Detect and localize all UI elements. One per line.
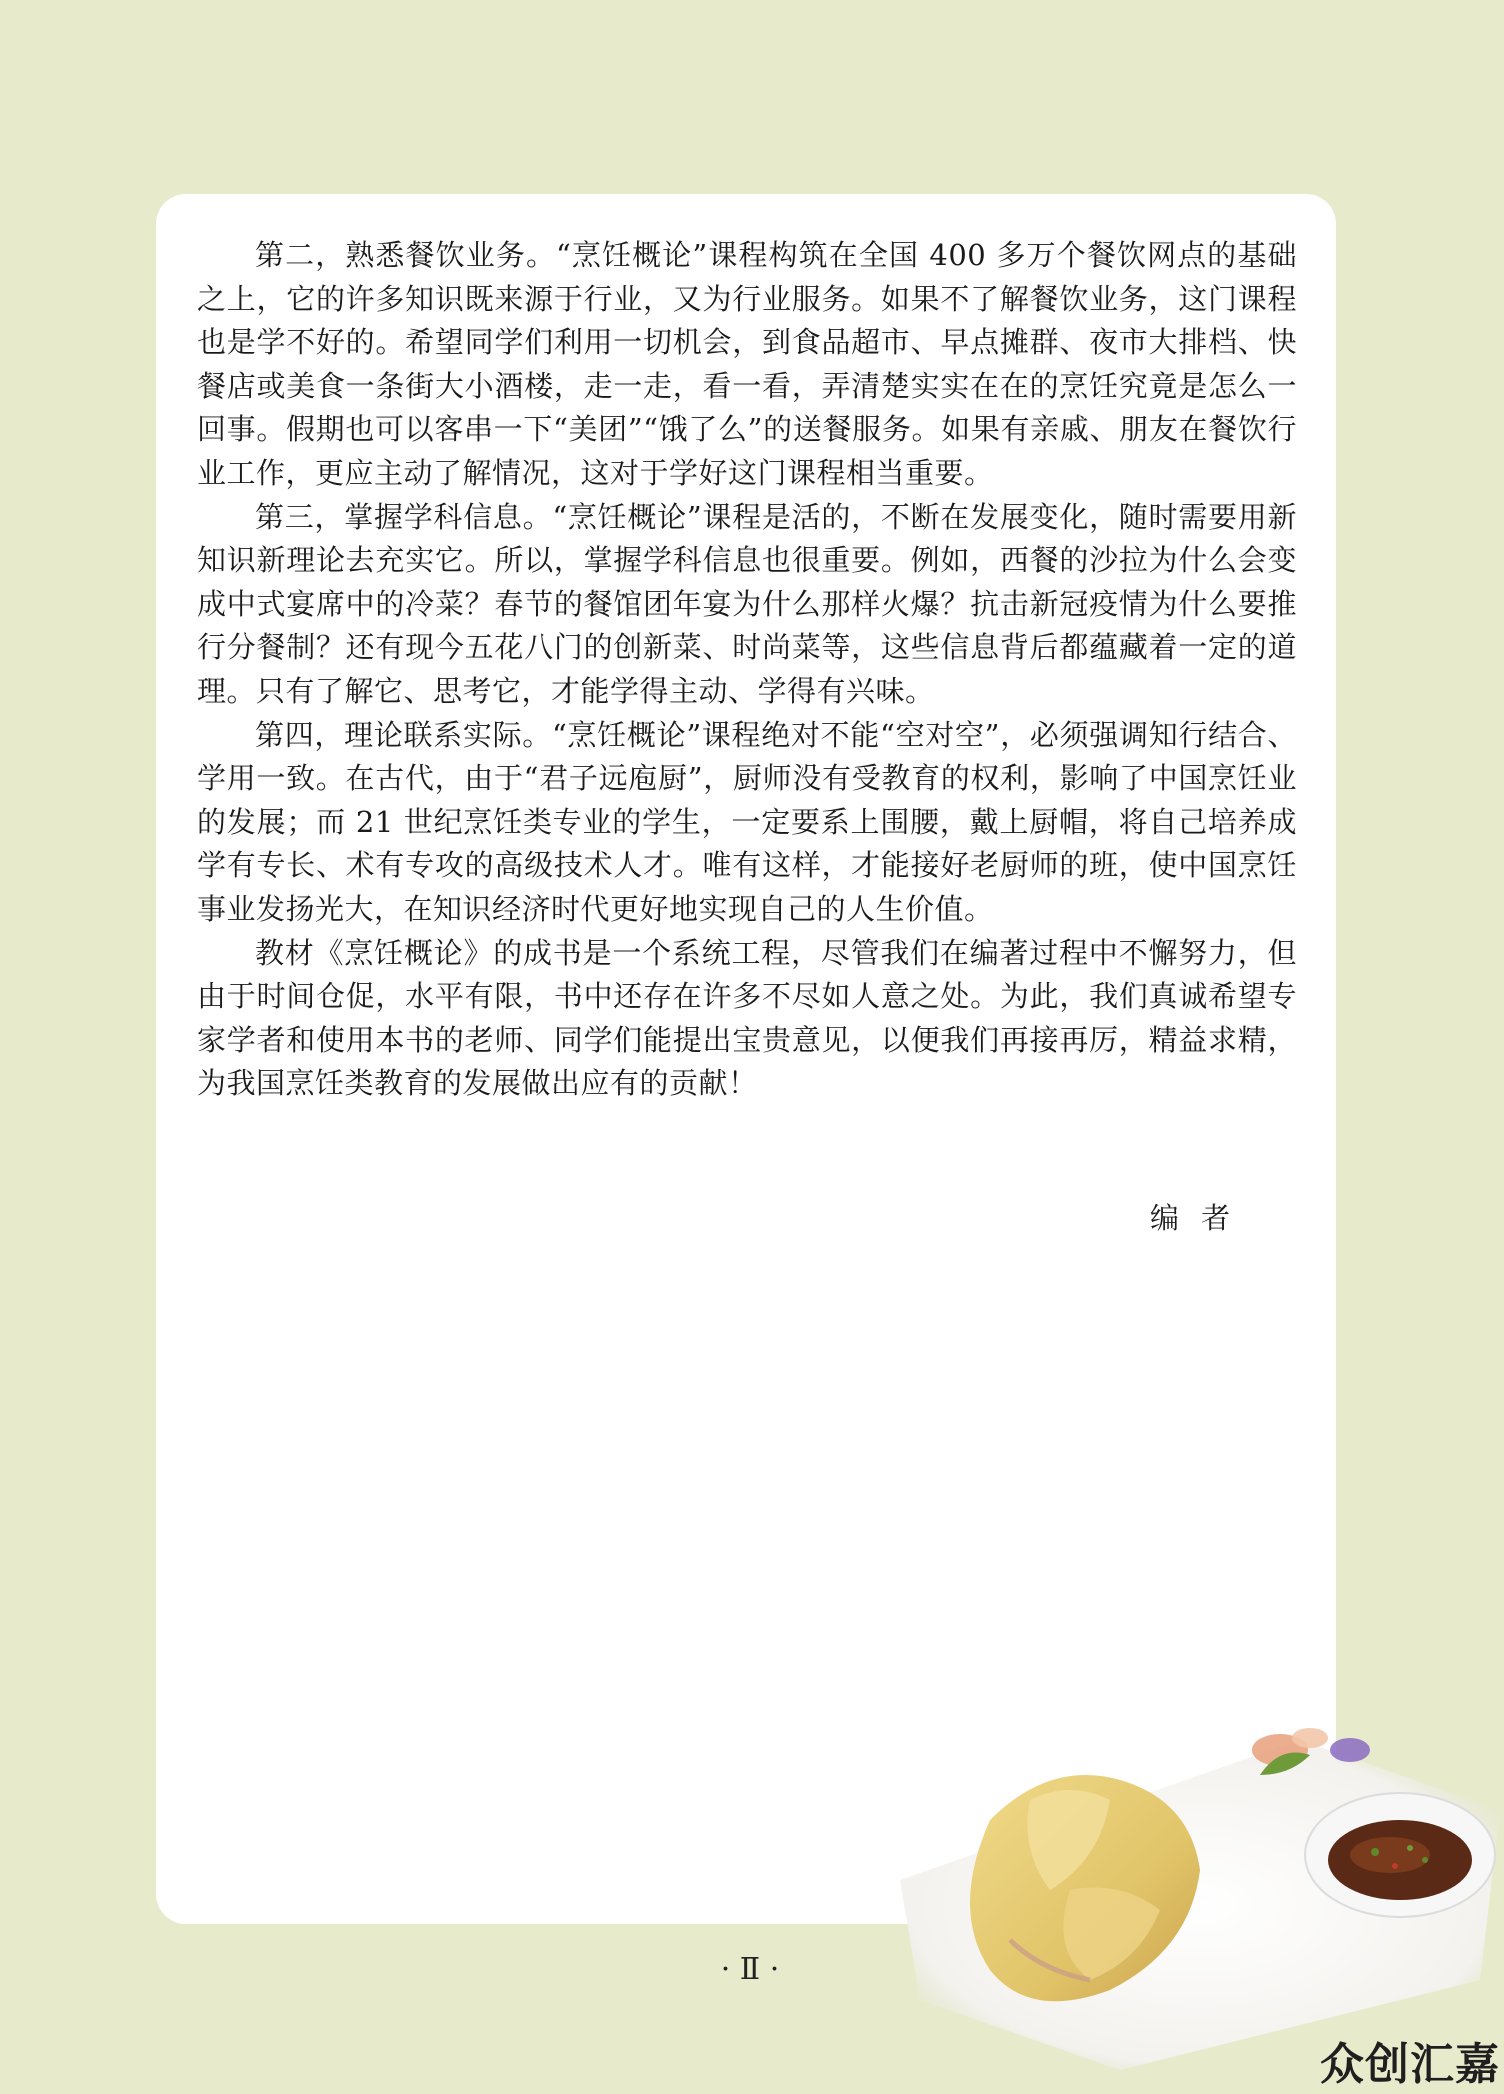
boiled-chicken-dish-photo [880,1680,1504,2070]
paragraph-2: 第三，掌握学科信息。“烹饪概论”课程是活的，不断在发展变化，随时需要用新知识新理论去充实它。所以，掌握学科信息也很重要。例如，西餐的沙拉为什么会变成中式宴席中的冷菜？春节的餐馆团年宴为什么那样火爆？抗击新冠疫情为什么要推行分餐制？还有现今五花八门的创新菜、时尚菜等，这些信息背后都蕴藏着一定的道理。只有了解它、思考它，才能学得主动、学得有兴味。 [197,499,1297,708]
author-signature: 编者 [1150,1201,1253,1235]
page-number: · Ⅱ · [720,1952,780,1987]
paragraph-3: 第四，理论联系实际。“烹饪概论”课程绝对不能“空对空”，必须强调知行结合、学用一致。在古代，由于“君子远庖厨”，厨师没有受教育的权利，影响了中国烹饪业的发展；而 21 世纪烹饪类专业的学生，一定要系上围腰，戴上厨帽，将自己培养成学有专长、术有专攻的高级技术人才。唯有这样，才能接好老厨师的班，使中国烹饪事业发扬光大，在知识经济时代更好地实现自己的人生价值。 [197,717,1297,926]
watermark-logo: 众创汇嘉 [1320,2039,1500,2090]
paragraph-4: 教材《烹饪概论》的成书是一个系统工程，尽管我们在编著过程中不懈努力，但由于时间仓促，水平有限，书中还存在许多不尽如人意之处。为此，我们真诚希望专家学者和使用本书的老师、同学们能提出宝贵意见，以便我们再接再厉，精益求精，为我国烹饪类教育的发展做出应有的贡献！ [197,935,1297,1101]
paragraph-1: 第二，熟悉餐饮业务。“烹饪概论”课程构筑在全国 400 多万个餐饮网点的基础之上，它的许多知识既来源于行业，又为行业服务。如果不了解餐饮业务，这门课程也是学不好的。希望同学们利用一切机会，到食品超市、早点摊群、夜市大排档、快餐店或美食一条街大小酒楼，走一走，看一看，弄清楚实实在在的烹饪究竟是怎么一回事。假期也可以客串一下“美团”“饿了么”的送餐服务。如果有亲戚、朋友在餐饮行业工作，更应主动了解情况，这对于学好这门课程相当重要。 [197,238,1297,490]
body-text [197,234,1297,1106]
